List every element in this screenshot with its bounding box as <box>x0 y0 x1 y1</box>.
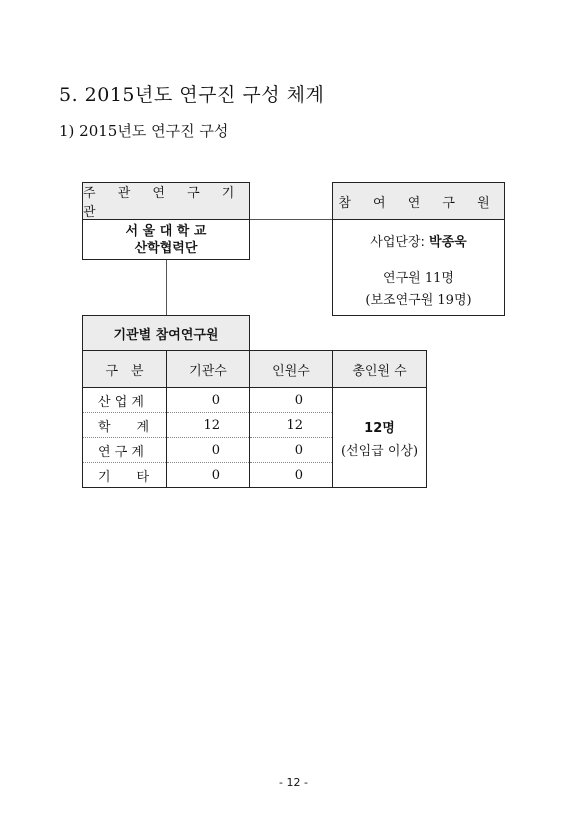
host-institution-box <box>82 182 250 260</box>
total-count: 12명 <box>364 420 395 436</box>
researcher-count: 연구원 11명 <box>383 271 454 286</box>
header-total: 총인원 수 <box>333 351 427 388</box>
table-header-row <box>83 351 427 388</box>
connector-vertical <box>166 259 167 315</box>
row-people: 0 <box>250 388 333 413</box>
participants-box <box>332 182 505 316</box>
director-name: 박종욱 <box>429 235 467 250</box>
row-category: 산 업 계 <box>83 388 167 413</box>
row-category: 학 계 <box>83 413 167 438</box>
page-number: - 12 - <box>279 776 308 789</box>
row-people: 12 <box>250 413 333 438</box>
row-category: 연 구 계 <box>83 438 167 463</box>
host-institution-title: 주 관 연 구 기 관 <box>83 183 249 220</box>
subsection-heading: 1) 2015년도 연구진 구성 <box>59 122 229 140</box>
host-institution-name: 서 울 대 학 교 산학협력단 <box>125 223 207 256</box>
connector-horizontal <box>249 219 332 220</box>
table-row <box>83 388 427 413</box>
header-institutions: 기관수 <box>167 351 250 388</box>
row-institutions: 0 <box>167 388 250 413</box>
row-people: 0 <box>250 438 333 463</box>
row-institutions: 0 <box>167 438 250 463</box>
participants-title: 참 여 연 구 원 <box>333 183 504 220</box>
assistant-count: (보조연구원 19명) <box>365 293 472 308</box>
institution-table-title: 기관별 참여연구원 <box>82 315 250 351</box>
row-institutions: 12 <box>167 413 250 438</box>
header-people: 인원수 <box>250 351 333 388</box>
row-category: 기 타 <box>83 463 167 488</box>
section-heading: 5. 2015년도 연구진 구성 체계 <box>59 84 325 106</box>
director-line: 사업단장: 박종욱 <box>370 235 467 250</box>
total-note: (선임급 이상) <box>340 443 419 459</box>
row-people: 0 <box>250 463 333 488</box>
institution-table <box>82 350 427 488</box>
header-category: 구 분 <box>83 351 167 388</box>
row-institutions: 0 <box>167 463 250 488</box>
total-cell <box>333 388 427 488</box>
